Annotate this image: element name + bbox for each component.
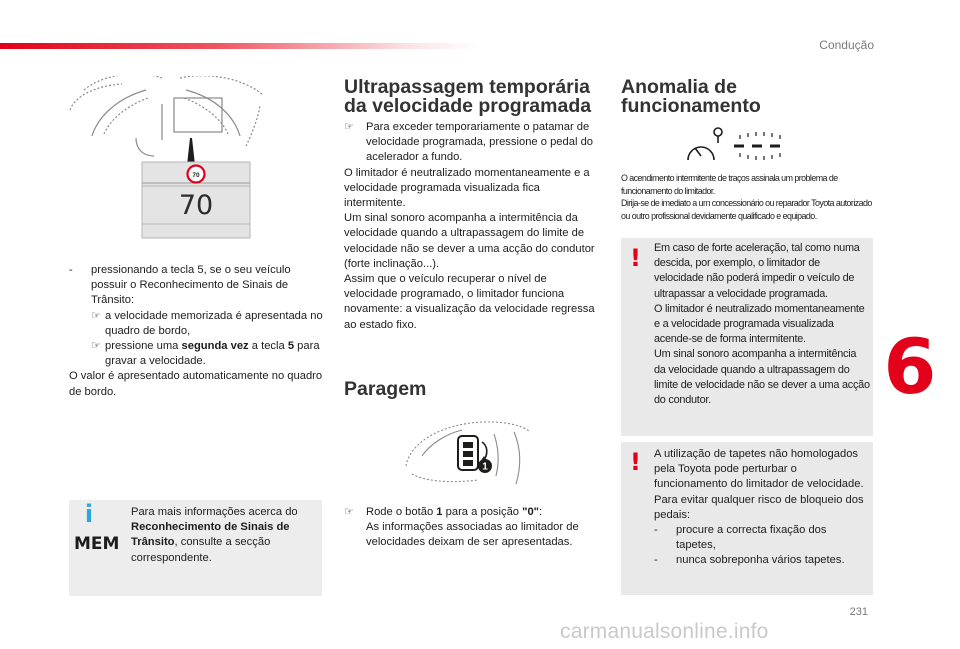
chapter-number: 6: [883, 322, 937, 411]
paragraph: O limitador é neutralizado momentaneamente e a velocidade programada visualizada fica intermitente.: [344, 166, 590, 210]
section-heading-stop: Paragem: [344, 378, 427, 400]
step-text: pressione uma segunda vez a tecla 5 para gravar a velocidade.: [105, 340, 320, 368]
bullet-text: Para exceder temporariamente o patamar de velocidade programada, pressione o pedal do acelerador a fundo.: [366, 121, 594, 164]
step-item: [69, 339, 325, 369]
auto-display-text: O valor é apresentado automaticamente no quadro de bordo.: [69, 370, 323, 398]
step-text: pressionando a tecla 5, se o seu veículo possuir o Reconhecimento de Sinais de Trânsito:: [91, 264, 291, 307]
arrow-bullet-icon: ☞: [344, 121, 355, 133]
memorize-steps: [69, 263, 325, 400]
paragraph: Assim que o veículo recuperar o nível de velocidade programado, o limitador funciona novamente: a visualização da velocidade regressa ao estado fixo.: [344, 273, 595, 331]
overspeed-body: [344, 120, 601, 333]
step-text: a velocidade memorizada é apresentada no quadro de bordo,: [105, 309, 323, 337]
step-item: [69, 263, 325, 309]
limiter-fault-icon: [684, 126, 796, 166]
warning-text-mats: A utilização de tapetes não homologados pela Toyota pode perturbar o funcionamento do limitador de velocidade. Para evitar qualquer risco de bloqueio dos pedais: - procure a correcta fixação dos tapetes, - nunca sobreponha vários tapetes.: [654, 447, 866, 569]
memory-icon: MEM: [74, 534, 120, 554]
callout-number: 1: [482, 461, 488, 473]
arrow-bullet-icon: ☞: [91, 309, 102, 322]
display-speed-value: 70: [178, 190, 214, 221]
bullet-text: Rode o botão 1 para a posição "0": As informações associadas ao limitador de velocidades deixam de ser apresentadas.: [366, 506, 579, 549]
section-heading-anomaly: Anomalia de funcionamento: [621, 76, 761, 117]
arrow-bullet-icon: ☞: [344, 506, 355, 518]
arrow-bullet-icon: ☞: [91, 340, 102, 353]
step-item: [69, 309, 325, 339]
overspeed-bullet: [344, 120, 601, 166]
instrument-cluster-illustration: [62, 76, 270, 244]
paragraph: Um sinal sonoro acompanha a intermitência da velocidade quando a ultrapassagem do limite de velocidade não se dever a uma acção do condutor (forte inclinação...).: [344, 212, 595, 270]
watermark: carmanualsonline.info: [560, 620, 769, 643]
info-icon: i: [84, 500, 94, 528]
warning-icon: !: [630, 244, 641, 272]
section-heading-overspeed: Ultrapassagem temporária da velocidade programada: [344, 76, 592, 117]
header-accent-bar: [0, 43, 480, 49]
warning-text-acceleration: Em caso de forte aceleração, tal como numa descida, por exemplo, o limitador de velocidade não poderá impedir o veículo de ultrapassar a velocidade programada. O limitador é neutralizado momentaneamente e a velocidade programada visualizada acende-se de forma intermitente. Um sinal sonoro acompanha a intermitência da velocidade quando a ultrapassagem do limite de velocidade não se dever a uma acção do condutor.: [654, 242, 870, 407]
steering-control-illustration: [402, 416, 534, 490]
list-item: - procure a correcta fixação dos tapetes,: [654, 524, 827, 552]
stop-bullet: [344, 505, 601, 551]
bullet-dash: -: [69, 264, 73, 276]
page-number: 231: [849, 606, 868, 618]
anomaly-description: O acendimento intermitente de traços assinala um problema de funcionamento do limitador. Dirija-se de imediato a um concessionário ou reparador Toyota autorizado ou outro profissional devidamente qualificado e equipado.: [621, 173, 872, 221]
info-text: Para mais informações acerca do Reconhecimento de Sinais de Trânsito, consulte a secção correspondente.: [131, 506, 298, 564]
list-item: - nunca sobreponha vários tapetes.: [654, 554, 845, 567]
section-title: Condução: [819, 38, 874, 52]
stop-body: [344, 505, 601, 551]
warning-icon: !: [630, 448, 641, 476]
speed-sign-value: 70: [192, 172, 200, 179]
